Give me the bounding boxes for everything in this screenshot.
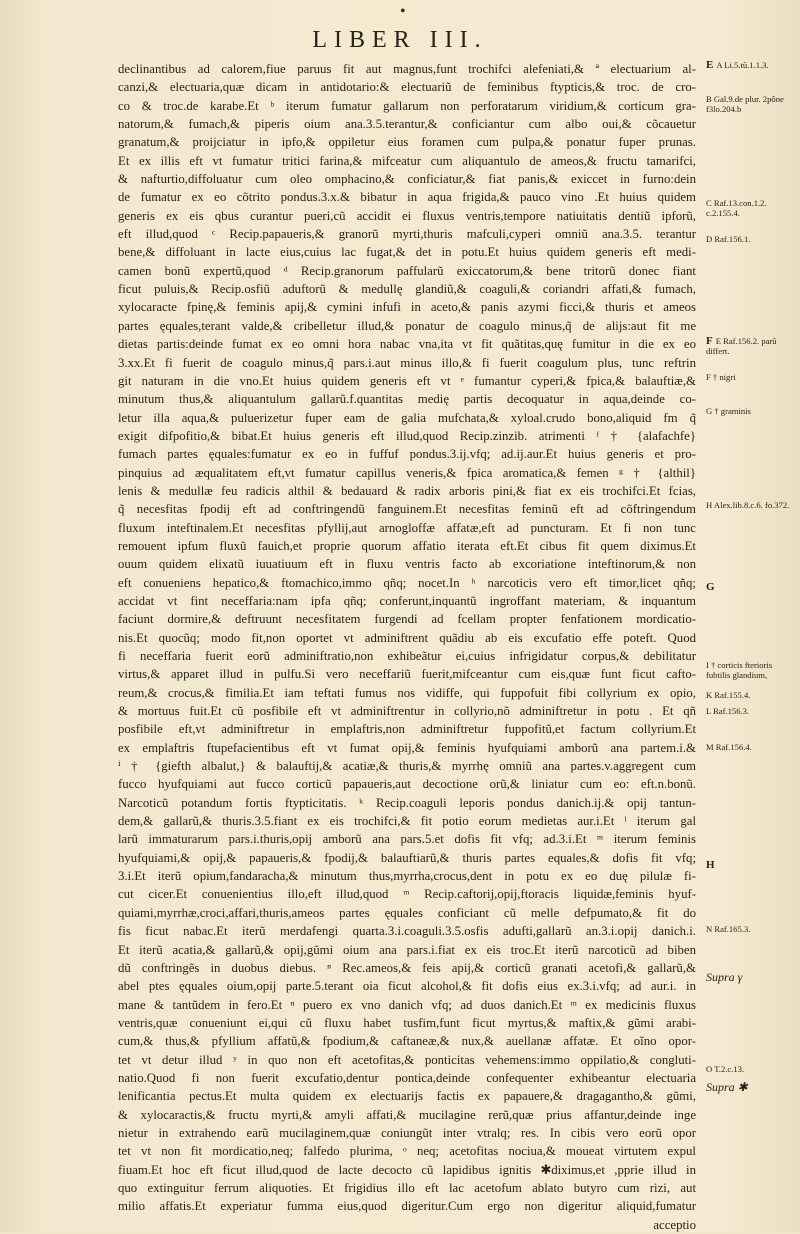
text-line: quiami,myrrhæ,croci,affari,thuris,ameos partes ęquales conficiant cũ melle defpumato,& fit do: [118, 905, 696, 920]
text-line: Narcoticũ potandum fortis ftypticitatis. ᵏ Recip.coaguli leporis pondus danich.ij.& opij tantun-: [118, 795, 696, 810]
text-line: dietas partis:deinde fumat ex eo omni hora nabac vna,ita vt fit quãtitas,quę fumitur in die ex eo: [118, 337, 696, 352]
margin-note-text: C Raf.13.con.1.2. c.2.155.4.: [706, 198, 767, 218]
margin-note: [706, 742, 798, 752]
margin-note-text: I † corticis fterioris fubtilis glandium,: [706, 660, 773, 680]
text-line: ouum quidem elixatũ iuuatiuum eft in fluxu ventris facto ab excoriatione inteftinorum,& non: [118, 557, 696, 572]
text-line: eft illud,quod ᶜ Recip.papaueris,& granorũ myrti,thuris mafculi,cyperi omniũ ana.3.5. terantur: [118, 227, 696, 242]
text-line: abel ptes ęquales oium,opij parte.5.terant oia ficut alcohol,& fit dofis eius ex.3.i.vfq; ad aur.i. in: [118, 979, 696, 994]
margin-note: [706, 372, 798, 382]
margin-note: [706, 972, 798, 982]
text-line: minutum thus,& aliquantulum gallarũ.f.quantitas medię partis decoquatur in aqua,deinde co-: [118, 392, 696, 407]
margin-note-text: E Raf.156.2. parũ differt.: [706, 336, 777, 356]
text-line: xylocaracte fpinę,& feminis apij,& cymini infufi in aceto,& panis azymi ficci,& thuris et ameos: [118, 300, 696, 315]
margin-note: [706, 198, 798, 218]
text-line: cum,& thus,& pfyllium affatũ,& fpodium,& caftaneæ,& nux,& auellanæ affatæ. Et oĩno opor-: [118, 1034, 696, 1049]
text-line: faciunt dormire,& deftruunt necesfitatem furgendi ad fcellam propter fenfationem mordicatio-: [118, 612, 696, 627]
text-line: nis.Et quocũq; modo fit,non oportet vt adminiftrent quãdiu ab eis excufatio effe poteft. Quod: [118, 630, 696, 645]
text-line: pinquius ad æqualitatem eft,vt fumatur capillus veneris,& fpica aromatica,& femen ᵍ † {althil}: [118, 465, 696, 480]
text-line: ⁱ † {giefth albalut,} & balauftij,& acatiæ,& thuris,& myrrhę omniũ ana partes.v.aggregent cum: [118, 759, 696, 774]
text-line: dũ conftringẽs in duobus diebus. ⁿ Rec.ameos,& feis apij,& corticũ granati acetofi,& gallarũ,&: [118, 960, 696, 975]
text-line: fucco hyufquiami aut fucco corticũ papaueris,aut decoctione orũ,& liniatur cum eo: eft.n.bonũ.: [118, 777, 696, 792]
text-line: fumach partes ęquales:fumatur ex eo in fuffuf pondus.3.ij.vfq; ad.ij.aur.Et huius generis et pro-: [118, 447, 696, 462]
margin-note: [706, 1082, 798, 1092]
text-line: exigit difpofitio,& bibat.Et huius generis eft illud,quod Recip.zinzib. atrimenti ᶠ † {alafachfe}: [118, 428, 696, 443]
text-line: milio affatis.Et experiatur fumma eius,quod digeritur.Cum ergo non digeritur aliquid,fumatur: [118, 1199, 696, 1214]
text-line: q̃ necesfitas fpodij eft ad conftringendũ fanguinem.Et necesfitas feminũ eft ad cõftringendum: [118, 502, 696, 517]
text-line: git naturam in die vno.Et huius quidem generis eft vt ᵉ fumantur cyperi,& fpica,& balauftiæ,&: [118, 373, 696, 388]
section-letter: E: [706, 59, 714, 71]
margin-note-text: H Alex.lib.8.c.6. fo.372.: [706, 500, 790, 510]
margin-note-text: N Raf.165.3.: [706, 924, 751, 934]
margin-note: [706, 60, 798, 70]
margin-note-text: A Li.5.tũ.1.1.3.: [716, 60, 769, 70]
margin-note: [706, 660, 798, 680]
text-line: & xylocaractis,& fructu myrti,& amyli affati,& mucilagine rerũ,quæ prius affantur,deinde inge: [118, 1107, 696, 1122]
text-line: mane & tantũdem in fero.Et ⁿ puero ex vno danich vfq; ad duos danich.Et ᵐ ex medicinis fluxus: [118, 997, 696, 1012]
text-line: de fumatur ex eo cõtrito pondus.3.x.& bibatur in aqua frigida,& pauco vino .Et huius quidem: [118, 190, 696, 205]
text-line: posfibile eft,vt adminiftretur in emplaftris,non adminiftretur fuppofitũ,et factum collyrium.Et: [118, 722, 696, 737]
body-text: [118, 60, 696, 1234]
text-line: dem,& gallarũ,& thuris.3.5.fiant ex eis trochifci,& fit potio eorum medietas aur.i.Et ˡ iterum gal: [118, 814, 696, 829]
text-line: natio.Quod fi non fuerit excufatio,dentur pontica,deinde confequenter exhibeantur electuaria: [118, 1070, 696, 1085]
text-line: granatum,& proijciatur in ipfo,& oppiletur eius foramen cum pulpa,& ponatur fuper prunas.: [118, 135, 696, 150]
text-line: declinantibus ad calorem,fiue paruus fit aut magnus,funt trochifci alefeniati,& ª electuarium al-: [118, 62, 696, 76]
margin-note-text: O T.2.c.13.: [706, 1064, 745, 1074]
text-line: accidat vt fint neceffaria:nam ipfa qñq; conferunt,inquantũ ingroffant materiam, & inquantum: [118, 593, 696, 608]
text-line: ventris,quæ conueniunt ei,qui cũ fluxu habet tusfim,funt ficut myrtus,& maftix,& gũmi arabi-: [118, 1015, 696, 1030]
text-line: quo extinguitur ferrum aliquoties. Et frigidius illo eft lac acetofum ablato butyro cum rizi, aut: [118, 1180, 696, 1195]
margin-note: [706, 706, 798, 716]
text-line: Et iterũ acatia,& gallarũ,& opij,gũmi oium ana pars.i.fiat ex eis troc.Et iterũ narcoticũ ad biben: [118, 942, 696, 957]
text-line: tet vt detur illud ʸ in quo non eft acetofitas,& ponticitas vehemens:immo oppilatio,& congluti-: [118, 1052, 696, 1067]
margin-note-text: G † graminis: [706, 406, 751, 416]
text-line: 3.i.Et iterũ opium,fandaracha,& minutum thus,myrrha,crocus,dent in potu ex eo duę pilulæ fi-: [118, 869, 696, 884]
margin-note: [706, 690, 798, 700]
text-line: fi neceffaria fuerit eorũ adminiftratio,non exhibeãtur ei,cuius infrigidatur corpus,& debilitatur: [118, 649, 696, 663]
text-line: reum,& crocus,& fimilia.Et iam teftati fumus nos vidiffe, qui fuppofuit fibi collyrium ex opio,: [118, 685, 696, 700]
margin-note: [706, 234, 798, 244]
margin-note: [706, 94, 798, 114]
margin-note-text: L Raf.156.3.: [706, 706, 750, 716]
text-line: Et ex illis eft vt fumatur tritici farina,& mifceatur cum aliquantulo de ameos,& fructu tamarifci,: [118, 153, 696, 168]
margin-note: [706, 406, 798, 416]
text-line: lenis & medullæ feu radicis althil & bedauard & radix arboris pini,& fiat ex eis trochifci.Et fcias,: [118, 483, 696, 498]
text-line: camen bonũ expertũ,quod ᵈ Recip.granorum paffularũ exiccatorum,& bene tritorũ donec fiant: [118, 263, 696, 278]
text-line: & nafturtio,diffoluatur cum oleo omphacino,& conficiatur,& fiat panis,& exiccet in furno:dein: [118, 172, 696, 187]
text-line: generis ex eis qbus curantur pueri,cũ accidit ei fluxus ventris,tempore natiuitatis dentiũ ipforũ,: [118, 208, 696, 223]
margin-note-text: D Raf.156.1.: [706, 234, 751, 244]
text-line: fis ficut nabac.Et iterũ merdafengi quarta.3.i.coaguli.3.5.osfis adufti,gallarũ an.3.i.opij danich.i.: [118, 924, 696, 939]
margin-note-text: Supra ✱: [706, 1080, 748, 1094]
text-line: ficut puluis,& Recip.osfiũ aduftorũ & medullę glandiũ,& coaguli,& coriandri affati,& fumach,: [118, 282, 696, 297]
margin-note-text: M Raf.156.4.: [706, 742, 752, 752]
text-line: eft conueniens hepatico,& ftomachico,immo qñq; nocet.In ʰ narcoticis vero eft timor,licet qñq;: [118, 575, 696, 590]
text-line: larũ immaturarum pars.i.thuris,opij amborũ ana pars.5.et dofis fit vfq; ad.3.i.Et ᵐ iterum feminis: [118, 832, 696, 847]
text-line: nietur in extrahendo earũ mucilaginem,quæ coniungũt inter vtralq; res. In cibis vero eorũ opor: [118, 1125, 696, 1140]
text-line: co & troc.de karabe.Et ᵇ iterum fumatur gallarum non perforatarum viridium,& corticum gra-: [118, 98, 696, 113]
text-line: virtus,& apparet illud in pulfu.Si vero neceffariũ fuerit,mifceantur cum eis,quæ funt ficut cafto-: [118, 667, 696, 682]
text-line: remouent ipfum fluxũ fauich,et proprie quorum affatio iterata eft.Et cibus fit quem diximus.Et: [118, 538, 696, 553]
margin-note-text: B Gal.9.de plur. 2pône f3lo.204.b: [706, 94, 784, 114]
margin-note: [706, 924, 798, 934]
ornament-dot: •: [400, 3, 406, 20]
text-line: tet vt non fit mordicatio,neq; falfedo plurima, ᵒ neq; acetofitas nociua,& moueat virtutem expul: [118, 1144, 696, 1159]
margin-note: [706, 500, 798, 510]
margin-note: [706, 860, 798, 870]
text-line: bene,& diffoluant in lacte eius,cuius lac fugat,& det in potu.Et huius quidem generis eft medi-: [118, 245, 696, 260]
margin-note: [706, 336, 798, 356]
text-line: 3.xx.Et fi fuerit de coagulo minus,q̃ pars.i.aut minus illo,& fi fuerit coagulum plus, tunc reftrin: [118, 355, 696, 370]
margin-note-text: K Raf.155.4.: [706, 690, 751, 700]
margin-note: [706, 582, 798, 592]
margin-note-text: Supra γ: [706, 970, 743, 984]
margin-note-text: F † nigri: [706, 372, 736, 382]
text-line: canzi,& electuaria,quæ dicam in antidotario:& electuariũ de feminibus ftypticis,& troc. de cro-: [118, 80, 696, 95]
section-letter: F: [706, 335, 713, 347]
text-line: natorum,& fumach,& piperis oium ana.3.5.terantur,& conficiantur cum albo oui,& cõcauetur: [118, 117, 696, 132]
text-line: lenificantia pectus.Et multa quidem ex electuarijs factis ex papauere,& dragagantho,& gũmi,: [118, 1089, 696, 1104]
text-line: fiuam.Et hoc eft ficut illud,quod de lacte decocto cũ lapidibus ignitis ✱diximus,et ,pprie illud in: [118, 1162, 696, 1177]
margin-note: [706, 1064, 798, 1074]
text-line: cut cicer.Et conuenientius illo,eft illud,quod ᵐ Recip.caftorij,opij,ftoracis liquidæ,feminis hyuf-: [118, 887, 696, 902]
text-line: hyufquiami,& opij,& papaueris,& fpodij,& balauftiarũ,& thuris partes equales,& dofis fit vfq;: [118, 850, 696, 865]
text-line: letur illa aqua,& puluerizetur fuper eam de galia mufchata,& xyloal.crudo bono,aliquid fm q̃: [118, 410, 696, 425]
text-line: & mortuus fuit.Et cũ posfibile eft vt adminiftrentur in collyrio,nõ adminiftretur in potu . Et qñ: [118, 704, 696, 719]
text-line: ex emplaftris ftupefacientibus eft vt fumat opij,& feminis hyufquiami amborũ ana partem.i.&: [118, 740, 696, 755]
text-line: fluxum inteftinalem.Et necesfitas pfyllij,aut arnogloffæ affatæ,eft ad puncturam. Et fi non tunc: [118, 520, 696, 535]
section-letter: H: [706, 859, 715, 871]
section-letter: G: [706, 581, 715, 593]
text-line: partes ęquales,terant valde,& cribelletur illud,& ponatur de coagulo minus,q̃ de alijs:aut fit me: [118, 318, 696, 333]
running-head: LIBER III.: [312, 27, 488, 53]
text-line: acceptio: [653, 1217, 696, 1232]
